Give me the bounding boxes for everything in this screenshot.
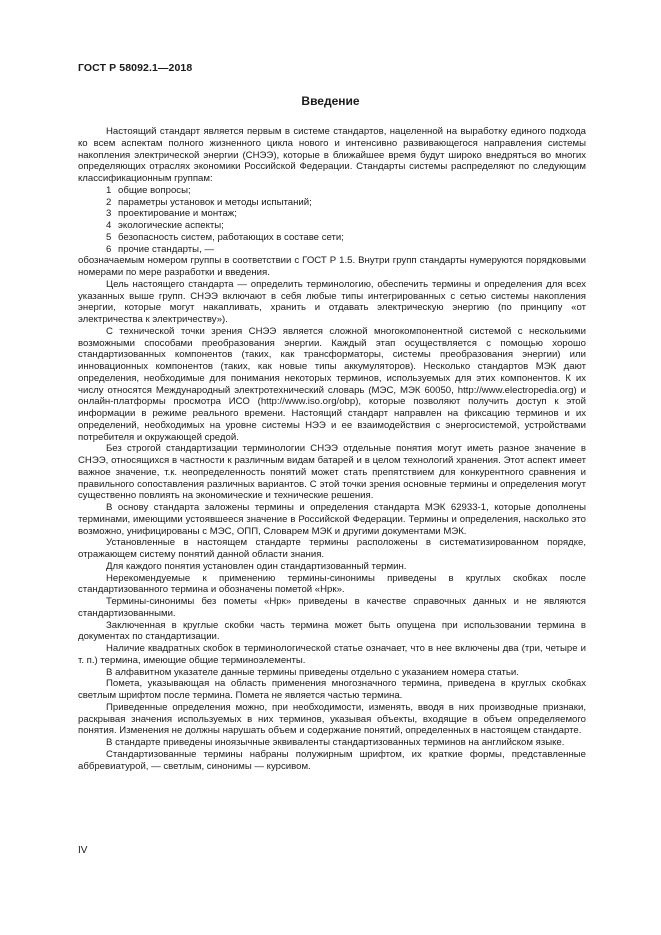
list-number: 5 xyxy=(106,231,112,243)
paragraph-standardization: Без строгой стандартизации терминологии СНЭЭ отдельные понятия могут иметь разное значение в СНЭЭ, относящихся в частности к различным видам батарей и в целом технологий хранения. Этот аспект имеет важное значение, т.к. неопределенность понятий может стать препятствием для конкурентного сравнения и правильного сопоставления различных вариантов. С этой точки зрения основные термины и определения могут существенно повлиять на экономические и технические решения. xyxy=(78,443,586,502)
list-number: 4 xyxy=(106,220,112,231)
list-item xyxy=(78,220,586,232)
document-body xyxy=(78,126,586,772)
list-text: безопасность систем, работающих в составе сети; xyxy=(118,231,344,243)
list-text: прочие стандарты, — xyxy=(118,243,215,255)
paragraph-definitions: Приведенные определения можно, при необходимости, изменять, вводя в них производные признаки, раскрывая значения используемых в них терминов, указывая объекты, входящие в объем определяемого понятия. Изменения не должны нарушать объем и содержание понятий, определенных в настоящем стандарте. xyxy=(78,701,586,737)
paragraph-groups: обозначаемым номером группы в соответствии с ГОСТ Р 1.5. Внутри групп стандарты нумеруются порядковыми номерами по мере разработки и введения. xyxy=(78,255,586,278)
page-number: IV xyxy=(78,845,88,856)
paragraph-synonyms: Термины-синонимы без пометы «Нрк» приведены в качестве справочных данных и не являются стандартизованными. xyxy=(78,596,586,619)
paragraph-technical: С технической точки зрения СНЭЭ является сложной многокомпонентной системой с несколькими возможными способами преобразования энергии. Каждый этап осуществляется с помощью хорошо стандартизованных компонентов (таких, как трансформаторы, системы преобразования энергии) или инновационных компонентов (таких, как новые типы аккумуляторов). Несколько стандартов МЭК дают определения, необходимые для понимания некоторых терминов, используемых для этих компонентов. К их числу относятся Международный электротехнический словарь (МЭС, МЭК 60050, http://www.electropedia.org) и онлайн-платформы просмотра ИСО (http://www.iso.org/obp), которые позволяют получить доступ к этой информации в режиме реального времени. Настоящий стандарт направлен на фиксацию терминов и их определений, необходимых на уровне системы НЭЭ и ее взаимодействия с энергосистемой, устройствами потребителя и окружающей средой. xyxy=(78,325,586,443)
list-text: экологические аспекты; xyxy=(118,220,224,231)
list-number: 6 xyxy=(106,243,112,255)
list-item xyxy=(78,197,586,209)
list-number: 3 xyxy=(106,208,112,220)
paragraph-equivalents: В стандарте приведены иноязычные эквиваленты стандартизованных терминов на английском языке. xyxy=(106,737,565,748)
paragraph-not-recommended: Нерекомендуемые к применению термины-синонимы приведены в круглых скобках после стандартизованного термина и обозначены пометой «Нрк». xyxy=(78,572,586,596)
list-text: проектирование и монтаж; xyxy=(118,208,237,220)
list-text: общие вопросы; xyxy=(118,184,191,196)
list-text: параметры установок и методы испытаний; xyxy=(118,196,312,208)
paragraph-brackets: Заключенная в круглые скобки часть термина может быть опущена при использовании термина в документах по стандартизации. xyxy=(78,619,586,643)
list-number: 1 xyxy=(106,184,112,196)
paragraph-mark: Помета, указывающая на область применения многозначного термина, приведена в круглых скобках светлым шрифтом после термина. Помета не является частью термина. xyxy=(78,678,586,701)
list-item xyxy=(78,244,586,256)
paragraph-square-brackets: Наличие квадратных скобок в терминологической статье означает, что в нее включены два (три, четыре и т. п.) термина, имеющие общие терминоэлементы. xyxy=(78,643,586,666)
document-header: ГОСТ Р 58092.1—2018 xyxy=(78,62,193,74)
paragraph-basis: В основу стандарта заложены термины и определения стандарта МЭК 62933-1, которые дополнены терминами, имеющими устоявшееся значение в Российской Федерации. Термины и определения, насколько это возможно, унифицированы с МЭС, ОПП, Словарем МЭК и другими документами МЭК. xyxy=(78,502,586,537)
list-item xyxy=(78,232,586,244)
list-number: 2 xyxy=(106,196,112,208)
list-item xyxy=(78,208,586,220)
paragraph-intro: Настоящий стандарт является первым в системе стандартов, нацеленной на выработку единого подхода ко всем аспектам полного жизненного цикла нового и интенсивно развивающегося направления системы накопления электрической энергии (СНЭЭ), которые в ближайшее время будут широко внедряться во многих определяющих отраслях экономики Российской Федерации. Стандарты системы распределяют по следующим классификационным группам: xyxy=(78,126,586,184)
paragraph-purpose: Цель настоящего стандарта — определить терминологию, обеспечить термины и определения для всех указанных выше групп. СНЭЭ включают в себя любые типы интегрированных с сетью системы накопления энергии, которые могут накапливать, хранить и отдавать электрическую энергию (по принципу «от электричества к электричеству»). xyxy=(78,278,586,325)
list-item xyxy=(78,185,586,197)
paragraph-index: В алфавитном указателе данные термины приведены отдельно с указанием номера статьи. xyxy=(106,666,519,678)
paragraph-fonts: Стандартизованные термины набраны полужирным шрифтом, их краткие формы, представленные аббревиатурой, — светлым, синонимы — курсивом. xyxy=(78,748,586,772)
section-title: Введение xyxy=(301,94,360,108)
paragraph-order: Установленные в настоящем стандарте термины расположены в систематизированном порядке, отражающем систему понятий данной области знания. xyxy=(78,537,586,560)
paragraph-one-term: Для каждого понятия установлен один стандартизованный термин. xyxy=(106,560,407,572)
